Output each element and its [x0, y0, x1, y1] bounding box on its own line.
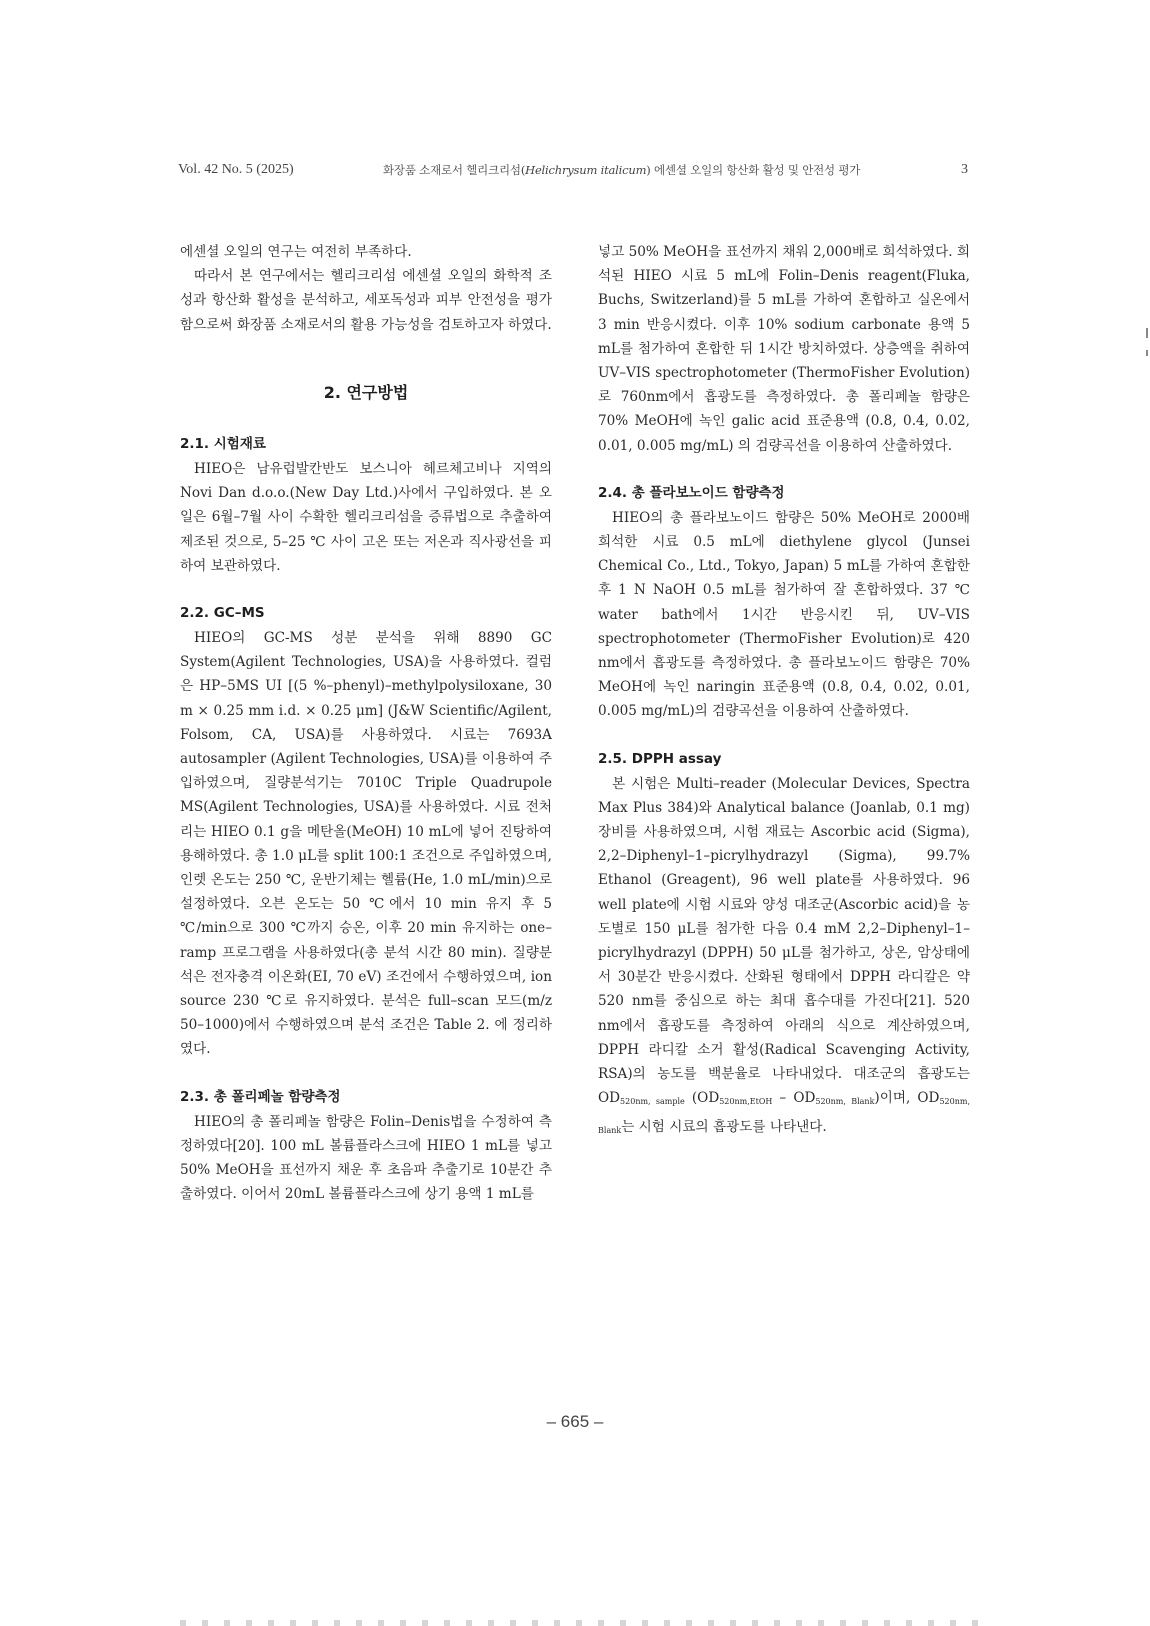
subsection-title-dpph: 2.5. DPPH assay: [598, 750, 722, 767]
scan-edge-mark: [1146, 328, 1148, 338]
left-column: [180, 240, 552, 1207]
dpph-text: 는 시험 시료의 흡광도를 나타낸다.: [621, 1118, 827, 1135]
scan-edge-mark: [1146, 350, 1148, 356]
running-title-pre: 화장품 소재로서 헬리크리섬(: [383, 163, 526, 177]
section-title-methods: 2. 연구방법: [323, 382, 409, 402]
intro-paragraph: 따라서 본 연구에서는 헬리크리섬 에센셜 오일의 화학적 조성과 항산화 활성을 분석하고, 세포독성과 피부 안전성을 평가함으로써 화장품 소재로서의 활용 가능성을 검토하고자 하였다.: [180, 268, 552, 333]
od-label: OD: [697, 1090, 720, 1107]
subsection-title-flavonoid: 2.4. 총 플라보노이드 함량측정: [598, 484, 785, 501]
running-title-post: ) 에센셜 오일의 항산화 활성 및 안전성 평가: [646, 163, 861, 177]
subsection-title-materials: 2.1. 시험재료: [180, 436, 266, 453]
intro-paragraph-end: 에센셜 오일의 연구는 여전히 부족하다.: [180, 244, 412, 260]
right-column: [598, 240, 970, 1143]
od-subscript: 520nm,EtOH: [719, 1097, 773, 1107]
next-page-bleed: [180, 1620, 980, 1626]
page-footer-number: – 665 –: [546, 1412, 604, 1431]
polyphenol-paragraph-continued: 넣고 50% MeOH을 표선까지 채워 2,000배로 희석하였다. 희석된 HIEO 시료 5 mL에 Folin–Denis reagent(Fluka, Buchs, Switzerland)를 5 mL를 가하여 혼합하고 실온에서 3 min 반응시켰다. 이후 10% sodium carbonate 용액 5 mL를 첨가하여 혼합한 뒤 1시간 방치하였다. 상층액을 취하여 UV–VIS spectrophotometer (ThermoFisher Evolution)로 760nm에서 흡광도를 측정하였다. 총 폴리페놀 함량은 70% MeOH에 녹인 galic acid 표준용액 (0.8, 0.4, 0.02, 0.01, 0.005 mg/mL) 의 검량곡선을 이용하여 산출하였다.: [598, 244, 970, 454]
od-subscript: 520nm, sample: [620, 1097, 685, 1107]
dpph-text: 본 시험은 Multi–reader (Molecular Devices, Spectra Max Plus 384)와 Analytical balance (Joanlab, 0.1 mg) 장비를 사용하였으며, 시험 재료는 Ascorbic acid (Sigma), 2,2–Diphenyl–1–picrylhydrazyl (Sigma), 99.7% Ethanol (Greagent), 96 well plate를 사용하였다. 96 well plate에 시험 시료와 양성 대조군(Ascorbic acid)을 농도별로 150 μL를 첨가한 다음 0.4 mM 2,2–Diphenyl–1–picrylhydrazyl (DPPH) 50 μL를 첨가하고, 상온, 암상태에서 30분간 반응시켰다. 산화된 형태에서 DPPH 라디칼은 약 520 nm를 중심으로 하는 최대 흡수대를 가진다[21]. 520 nm에서 흡광도를 측정하여 아래의 식으로 계산하였으며, DPPH 라디칼 소거 활성(Radical Scavenging Activity, RSA)의 농도를 백분율로 나타내었다. 대조군의 흡광도는: [598, 775, 970, 1083]
od-label: OD: [598, 1090, 621, 1107]
minus-sign: –: [772, 1090, 794, 1107]
od-label: OD: [917, 1090, 940, 1107]
header-page-number: 3: [961, 162, 968, 177]
od-label: OD: [793, 1090, 816, 1107]
journal-volume: Vol. 42 No. 5 (2025): [178, 162, 294, 177]
subsection-title-gcms: 2.2. GC–MS: [180, 605, 265, 622]
running-header: [178, 162, 968, 182]
od-subscript: 520nm, Blank: [598, 1097, 970, 1135]
materials-paragraph: HIEO은 남유럽발칸반도 보스니아 헤르체고비나 지역의 Novi Dan d.o.o.(New Day Ltd.)사에서 구입하였다. 본 오일은 6월–7월 사이 수확한 헬리크리섬을 증류법으로 추출하여 제조된 것으로, 5–25 ℃ 사이 고온 또는 저온과 직사광선을 피하여 보관하였다.: [180, 461, 552, 574]
dpph-text: (: [684, 1090, 698, 1107]
running-title: [383, 162, 860, 178]
dpph-text: )이며,: [874, 1090, 918, 1107]
flavonoid-paragraph: HIEO의 총 플라보노이드 함량은 50% MeOH로 2000배 희석한 시료 0.5 mL에 diethylene glycol (Junsei Chemical Co., Ltd., Tokyo, Japan) 5 mL를 가하여 혼합한 후 1 N NaOH 0.5 mL를 첨가하여 잘 혼합하였다. 37 ℃ water bath에서 1시간 반응시킨 뒤, UV–VIS spectrophotometer (ThermoFisher Evolution)로 420 nm에서 흡광도를 측정하였다. 총 플라보노이드 함량은 70% MeOH에 녹인 naringin 표준용액 (0.8, 0.4, 0.02, 0.01, 0.005 mg/mL)의 검량곡선을 이용하여 산출하였다.: [598, 509, 970, 720]
species-name: Helichrysum italicum: [525, 163, 647, 177]
polyphenol-paragraph: HIEO의 총 폴리페놀 함량은 Folin–Denis법을 수정하여 측정하였다[20]. 100 mL 볼륨플라스크에 HIEO 1 mL를 넣고 50% MeOH을 표선까지 채운 후 초음파 추출기로 10분간 추출하였다. 이어서 20mL 볼륨플라스크에 상기 용액 1 mL를: [180, 1113, 552, 1203]
dpph-paragraph: [598, 772, 970, 1143]
subsection-title-polyphenol: 2.3. 총 폴리페놀 함량측정: [180, 1088, 341, 1105]
od-subscript: 520nm, Blank: [815, 1097, 875, 1107]
gcms-paragraph: HIEO의 GC-MS 성분 분석을 위해 8890 GC System(Agilent Technologies, USA)을 사용하였다. 컬럼은 HP–5MS UI [(5 %–phenyl)–methylpolysiloxane, 30 m × 0.25 mm i.d. × 0.25 μm] (J&W Scientific/Agilent, Folsom, CA, USA)를 사용하였다. 시료는 7693A autosampler (Agilent Technologies, USA)를 이용하여 주입하였으며, 질량분석기는 7010C Triple Quadrupole MS(Agilent Technologies, USA)를 사용하였다. 시료 전처리는 HIEO 0.1 g을 메탄올(MeOH) 10 mL에 넣어 진탕하여 용해하였다. 총 1.0 μL를 split 100:1 조건으로 주입하였으며, 인렛 온도는 250 ℃, 운반기체는 헬륨(He, 1.0 mL/min)으로 설정하였다. 오븐 온도는 50 ℃에서 10 min 유지 후 5 ℃/min으로 300 ℃까지 승온, 이후 20 min 유지하는 one–ramp 프로그램을 사용하였다(총 분석 시간 80 min). 질량분석은 전자충격 이온화(EI, 70 eV) 조건에서 수행하였으며, ion source 230 ℃로 유지하였다. 분석은 full–scan 모드(m/z 50–1000)에서 수행하였으며 분석 조건은 Table 2. 에 정리하였다.: [180, 630, 552, 1058]
